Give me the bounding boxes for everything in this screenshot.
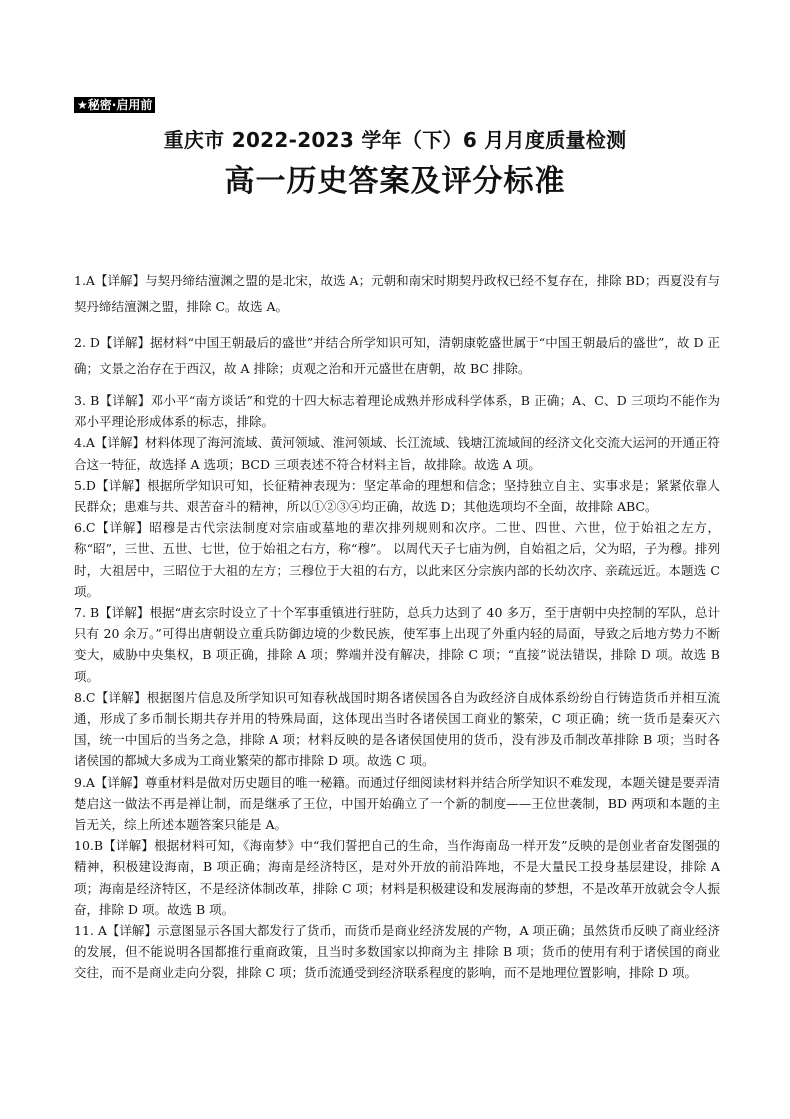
answer-item-6: 6.C【详解】昭穆是古代宗法制度对宗庙或墓地的辈次排列规则和次序。二世、四世、六世，位于始祖之左方，称“昭”，三世、五世、七世，位于始祖之右方，称“穆”。 以周代天子七庙为例，自始祖之后，父为昭，子为穆。排列时，大祖居中，三昭位于大祖的左方；三穆位于大祖的右方，以此来区分宗族内部的长幼次序、亲疏远近。本题选 C 项。 xyxy=(74,520,720,599)
answer-item-5: 5.D【详解】根据所学知识可知，长征精神表现为：坚定革命的理想和信念；坚持独立自主、实事求是；紧紧依靠人民群众；患难与共、艰苦奋斗的精神，所以①②③④均正确，故选 D；其他选项均不全面，故排除 ABC。 xyxy=(74,477,720,515)
answer-item-10: 10.B【详解】根据材料可知，《海南梦》中“我们誓把自己的生命，当作海南岛一样开发”反映的是创业者奋发图强的精神，积极建设海南，B 项正确；海南是经济特区，是对外开放的前沿阵地，不是大量民工投身基层建设，排除 A 项；海南是经济特区，不是经济体制改革，排除 C 项；材料是积极建设和发展海南的梦想，不是改革开放就会令人振奋，排除 D 项。故选 B 项。 xyxy=(74,838,720,917)
exam-title: 重庆市 2022-2023 学年（下）6 月月度质量检测 xyxy=(163,128,627,152)
answer-item-8: 8.C【详解】根据图片信息及所学知识可知春秋战国时期各诸侯国各自为政经济自成体系纷纷自行铸造货币并相互流通，形成了多币制长期共存并用的特殊局面，这体现出当时各诸侯国工商业的繁荣，C 项正确；统一货币是秦灭六国，统一中国后的当务之急，排除 A 项；材料反映的是各诸侯国使用的货币，没有涉及币制改革排除 B 项；当时各诸侯国的都城大多成为工商业繁荣的都市排除 D 项。故选 C 项。 xyxy=(74,689,720,769)
confidential-tag: ★秘密·启用前 xyxy=(74,97,155,113)
answer-item-7: 7. B【详解】根据“唐玄宗时设立了十个军事重镇进行驻防，总兵力达到了 40 多万，至于唐朝中央控制的军队，总计只有 20 余万。”可得出唐朝设立重兵防御边境的少数民族，使军事上出现了外重内轻的局面，导致之后地方势力不断变大，威胁中央集权，B 项正确，排除 A 项；弊端并没有解决，排除 C 项；“直接”说法错误，排除 D 项。故选 B 项。 xyxy=(74,605,720,684)
document-title: 高一历史答案及评分标准 xyxy=(224,164,566,199)
answer-item-2: 2. D【详解】据材料“中国王朝最后的盛世”并结合所学知识可知，清朝康乾盛世属于“中国王朝最后的盛世”，故 D 正确；文景之治存在于西汉，故 A 排除；贞观之治和开元盛世在唐朝，故 BC 排除。 xyxy=(74,335,720,376)
answer-list xyxy=(74,268,720,984)
answer-item-11: 11. A【详解】示意图显示各国大都发行了货币，而货币是商业经济发展的产物，A 项正确；虽然货币反映了商业经济的发展，但不能说明各国都推行重商政策，且当时多数国家以抑商为主 排除 B 项；货币的使用有利于诸侯国的商业交往，而不是商业走向分裂，排除 C 项；货币流通受到经济联系程度的影响，而不是地理位置影响，排除 D 项。 xyxy=(74,923,720,981)
answer-item-4: 4.A【详解】材料体现了海河流域、黄河领域、淮河领域、长江流域、钱塘江流域间的经济文化交流大运河的开通正符合这一特征，故选择 A 选项；BCD 三项表述不符合材料主旨，故排除。故选 A 项。 xyxy=(74,435,720,472)
answer-item-1: 1.A【详解】与契丹缔结澶渊之盟的是北宋，故选 A；元朝和南宋时期契丹政权已经不复存在，排除 BD；西夏没有与契丹缔结澶渊之盟，排除 C。故选 A。 xyxy=(74,273,720,314)
answer-item-9: 9.A【详解】尊重材料是做对历史题目的唯一秘籍。而通过仔细阅读材料并结合所学知识不难发现，本题关键是要弄清楚启这一做法不再是禅让制，而是继承了王位，中国开始确立了一个新的制度——王位世袭制，BD 两项和本题的主旨无关，综上所述本题答案只能是 A。 xyxy=(74,774,720,833)
answer-item-3: 3. B【详解】邓小平“南方谈话”和党的十四大标志着理论成熟并形成科学体系，B 正确；A、C、D 三项均不能作为邓小平理论形成体系的标志，排除。 xyxy=(74,393,720,430)
